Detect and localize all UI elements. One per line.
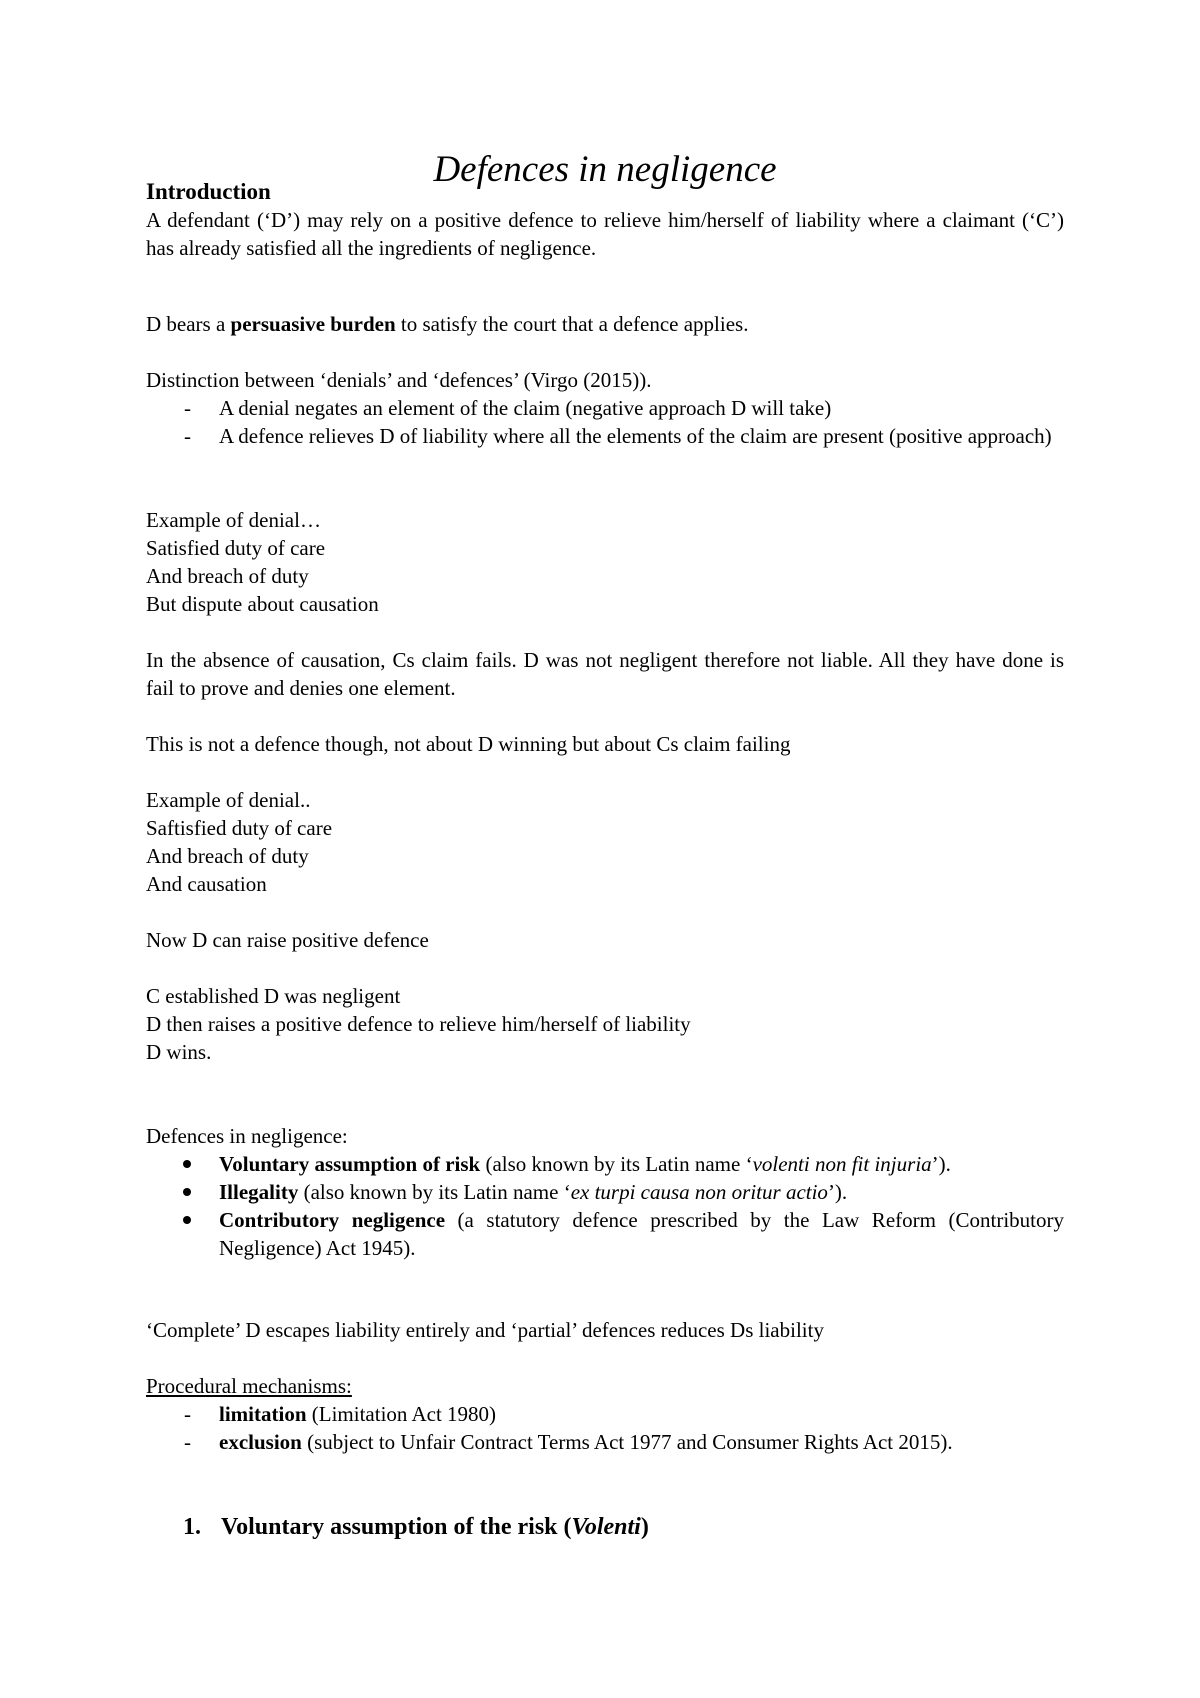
section-heading-1 bbox=[146, 1512, 1064, 1542]
defence-name: Contributory negligence bbox=[219, 1208, 446, 1232]
defence-name: Illegality bbox=[219, 1180, 299, 1204]
burden-bold: persuasive burden bbox=[230, 312, 396, 336]
established-section bbox=[146, 982, 1064, 1066]
example-line: Satisfied duty of care bbox=[146, 536, 326, 560]
defence-latin: volenti non fit injuria bbox=[752, 1152, 932, 1176]
dash-marker: - bbox=[184, 1430, 191, 1454]
established-line: D wins. bbox=[146, 1040, 212, 1064]
established-line: C established D was negligent bbox=[146, 984, 401, 1008]
example-line: And breach of duty bbox=[146, 844, 309, 868]
mechanism-desc: (subject to Unfair Contract Terms Act 1977 and Consumer Rights Act 2015). bbox=[301, 1430, 953, 1454]
intro-section bbox=[146, 178, 1064, 262]
example-line: Example of denial… bbox=[146, 508, 321, 532]
example-denial-2 bbox=[146, 786, 1064, 898]
list-item bbox=[146, 394, 1064, 422]
intro-paragraph: A defendant (‘D’) may rely on a positive defence to relieve him/herself of liability where a claimant (‘C’) has already satisfied all the ingredients of negligence. bbox=[146, 208, 1064, 260]
defence-desc: (a statutory defence prescribed by the Law Reform (Contributory Negligence) Act 1945). bbox=[219, 1208, 1064, 1260]
mechanism-name: limitation bbox=[219, 1402, 307, 1426]
defence-name: Voluntary assumption of risk bbox=[219, 1152, 481, 1176]
list-item bbox=[146, 1206, 1064, 1262]
list-item-text: A denial negates an element of the claim (negative approach D will take) bbox=[219, 396, 832, 420]
section-title-close: ) bbox=[640, 1514, 649, 1540]
mechanism-desc: (Limitation Act 1980) bbox=[306, 1402, 497, 1426]
burden-paragraph bbox=[146, 310, 1064, 338]
list-item bbox=[146, 422, 1064, 450]
document-title: Defences in negligence bbox=[433, 149, 777, 190]
section-number: 1. bbox=[183, 1514, 201, 1540]
list-item bbox=[146, 1150, 1064, 1178]
burden-suffix: to satisfy the court that a defence applies. bbox=[395, 312, 749, 336]
defences-list bbox=[146, 1150, 1064, 1262]
list-item bbox=[146, 1428, 1064, 1456]
procedural-list bbox=[146, 1400, 1064, 1456]
complete-partial-paragraph: ‘Complete’ D escapes liability entirely and ‘partial’ defences reduces Ds liability bbox=[146, 1318, 824, 1342]
example-line: Saftisfied duty of care bbox=[146, 816, 333, 840]
causation-paragraph: In the absence of causation, Cs claim fails. D was not negligent therefore not liable. All they have done is fail to prove and denies one element. bbox=[146, 648, 1064, 700]
list-item bbox=[146, 1178, 1064, 1206]
procedural-heading: Procedural mechanisms: bbox=[146, 1374, 352, 1398]
bullet-icon bbox=[183, 1160, 191, 1168]
section-title-italic: Volenti bbox=[571, 1514, 641, 1540]
not-defence-paragraph: This is not a defence though, not about D winning but about Cs claim failing bbox=[146, 732, 791, 756]
dash-marker: - bbox=[184, 424, 191, 448]
defence-desc-end: ’). bbox=[931, 1152, 951, 1176]
defences-section bbox=[146, 1122, 1064, 1262]
procedural-section bbox=[146, 1372, 1064, 1456]
established-line: D then raises a positive defence to relieve him/herself of liability bbox=[146, 1012, 691, 1036]
example-line: But dispute about causation bbox=[146, 592, 379, 616]
example-line: And causation bbox=[146, 872, 267, 896]
example-denial-1 bbox=[146, 506, 1064, 618]
distinction-text: Distinction between ‘denials’ and ‘defences’ (Virgo (2015)). bbox=[146, 368, 652, 392]
dash-marker: - bbox=[184, 1402, 191, 1426]
example-line: And breach of duty bbox=[146, 564, 309, 588]
distinction-list bbox=[146, 394, 1064, 450]
distinction-section bbox=[146, 366, 1064, 450]
list-item-text: A defence relieves D of liability where all the elements of the claim are present (positive approach) bbox=[219, 424, 1052, 448]
mechanism-name: exclusion bbox=[219, 1430, 302, 1454]
defence-desc-end: ’). bbox=[827, 1180, 848, 1204]
section-title: Voluntary assumption of the risk ( bbox=[221, 1514, 572, 1540]
example-line: Example of denial.. bbox=[146, 788, 311, 812]
bullet-icon bbox=[183, 1188, 191, 1196]
burden-prefix: D bears a bbox=[146, 312, 231, 336]
positive-defence-line: Now D can raise positive defence bbox=[146, 928, 429, 952]
list-item bbox=[146, 1400, 1064, 1428]
intro-heading: Introduction bbox=[146, 179, 271, 204]
defence-desc: (also known by its Latin name ‘ bbox=[480, 1152, 753, 1176]
defences-intro: Defences in negligence: bbox=[146, 1124, 348, 1148]
defence-desc: (also known by its Latin name ‘ bbox=[298, 1180, 571, 1204]
bullet-icon bbox=[183, 1216, 191, 1224]
dash-marker: - bbox=[184, 396, 191, 420]
defence-latin: ex turpi causa non oritur actio bbox=[570, 1180, 828, 1204]
